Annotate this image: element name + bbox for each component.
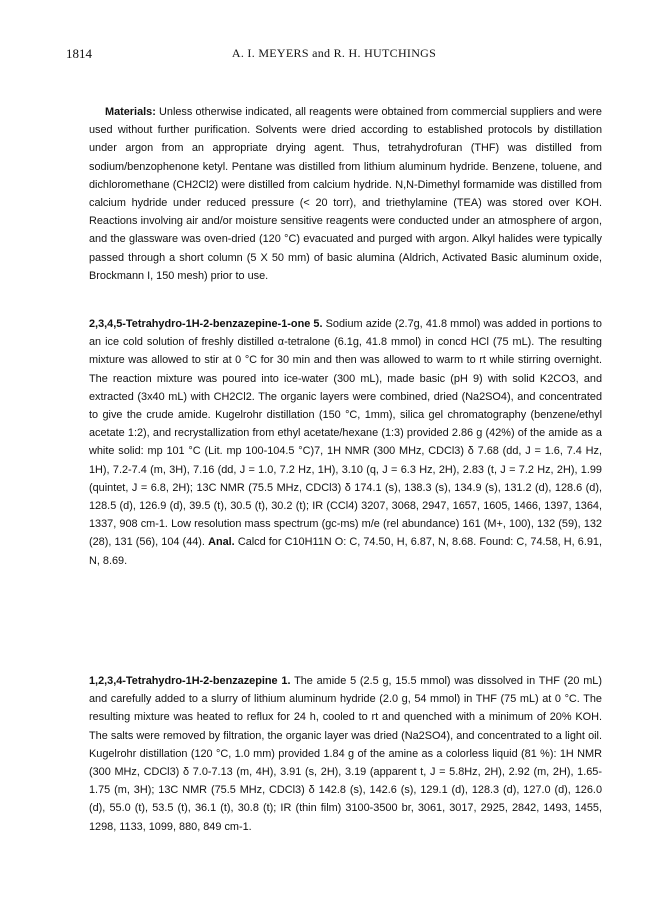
running-title: A. I. MEYERS and R. H. HUTCHINGS — [231, 46, 437, 60]
materials-text: Unless otherwise indicated, all reagents were obtained from commercial suppliers and were used without further purification. Solvents were dried according to established protocols by distillation under argon from an appropriate drying agent. Thus, tetrahydrofuran (THF) was distilled from sodium/benzophenone ketyl. Pentane was distilled from lithium aluminum hydride. Benzene, toluene, and dichloromethane (CH2Cl2) were distilled from calcium hydride. N,N-Dimethyl formamide was distilled from calcium hydride under reduced pressure (< 20 torr), and triethylamine (TEA) was stored over KOH. Reactions involving air and/or moisture sensitive reagents were conducted under an atmosphere of argon, and the glassware was oven-dried (120 °C) evacuated and purged with argon. Alkyl halides were typically passed through a short column (5 X 50 mm) of basic alumina (Aldrich, Activated Basic aluminum oxide, Brockmann I, 150 mesh) prior to use. — [89, 106, 602, 282]
compound-1-heading: 1,2,3,4-Tetrahydro-1H-2-benzazepine 1. — [89, 675, 291, 687]
compound-1-text: The amide 5 (2.5 g, 15.5 mmol) was dissolved in THF (20 mL) and carefully added to a slurry of lithium aluminum hydride (2.0 g, 54 mmol) in THF (75 mL) at 0 °C. The resulting mixture was heated to reflux for 24 h, cooled to rt and quenched with a minimum of 20% KOH. The salts were removed by filtration, the organic layer was dried (Na2SO4), and concentrated to a light oil. Kugelrohr distillation (120 °C, 1.0 mm) provided 1.84 g of the amine as a colorless liquid (81 %): 1H NMR (300 MHz, CDCl3) δ 7.0-7.13 (m, 4H), 3.91 (s, 2H), 3.19 (apparent t, J = 5.8Hz, 2H), 2.92 (m, 2H), 1.65-1.75 (m, 3H); 13C NMR (75.5 MHz, CDCl3) δ 142.8 (s), 142.6 (s), 129.1 (d), 128.3 (d), 127.0 (d), 126.0 (d), 55.0 (t), 53.5 (t), 36.1 (t), 30.8 (t); IR (thin film) 3100-3500 br, 3061, 3017, 2925, 2842, 1493, 1455, 1298, 1133, 1099, 880, 849 cm-1. — [89, 675, 602, 833]
compound-1-paragraph — [89, 672, 602, 836]
anal-label: Anal. — [208, 536, 235, 549]
page-number: 1814 — [66, 46, 92, 61]
materials-paragraph — [89, 103, 602, 285]
compound-5-heading: 2,3,4,5-Tetrahydro-1H-2-benzazepine-1-one 5. — [89, 318, 323, 330]
page-header — [66, 46, 602, 66]
compound-5-text: Sodium azide (2.7g, 41.8 mmol) was added in portions to an ice cold solution of freshly distilled α-tetralone (6.1g, 41.8 mmol) in concd HCl (75 mL). The resulting mixture was allowed to stir at 0 °C for 30 min and then was allowed to warm to rt while stirring overnight. The reaction mixture was poured into ice-water (300 mL), made basic (pH 9) with solid K2CO3, and extracted (3x40 mL) with CH2Cl2. The organic layers were combined, dried (Na2SO4), and concentrated to give the crude amide. Kugelrohr distillation (150 °C, 1mm), silica gel chromatography (benzene/ethyl acetate 1:2), and recrystallization from ethyl acetate/hexane (1:3) provided 2.86 g (42%) of the amide as a white solid: mp 101 °C (Lit. mp 100-104.5 °C)7, 1H NMR (300 MHz, CDCl3) δ 7.68 (dd, J = 1.6, 7.4 Hz, 1H), 7.2-7.4 (m, 3H), 7.16 (dd, J = 1.0, 7.2 Hz, 1H), 3.10 (q, J = 6.3 Hz, 2H), 2.83 (t, J = 7.2 Hz, 2H), 1.99 (quintet, J = 6.8, 2H); 13C NMR (75.5 MHz, CDCl3) δ 174.1 (s), 138.3 (s), 134.9 (s), 131.2 (d), 128.6 (d), 128.5 (d), 126.9 (d), 39.5 (t), 30.5 (t), 30.2 (t); IR (CCl4) 3207, 3068, 2947, 1657, 1605, 1466, 1397, 1364, 1337, 908 cm-1. Low resolution mass spectrum (gc-ms) m/e (rel abundance) 161 (M+, 100), 132 (59), 132 (28), 131 (56), 104 (44). — [89, 318, 602, 549]
materials-heading: Materials: — [105, 106, 156, 118]
anal-text: Calcd for C10H11N O: C, 74.50, H, 6.87, N, 8.68. Found: C, 74.58, H, 6.91, N, 8.69. — [89, 536, 602, 567]
compound-5-paragraph — [89, 315, 602, 570]
